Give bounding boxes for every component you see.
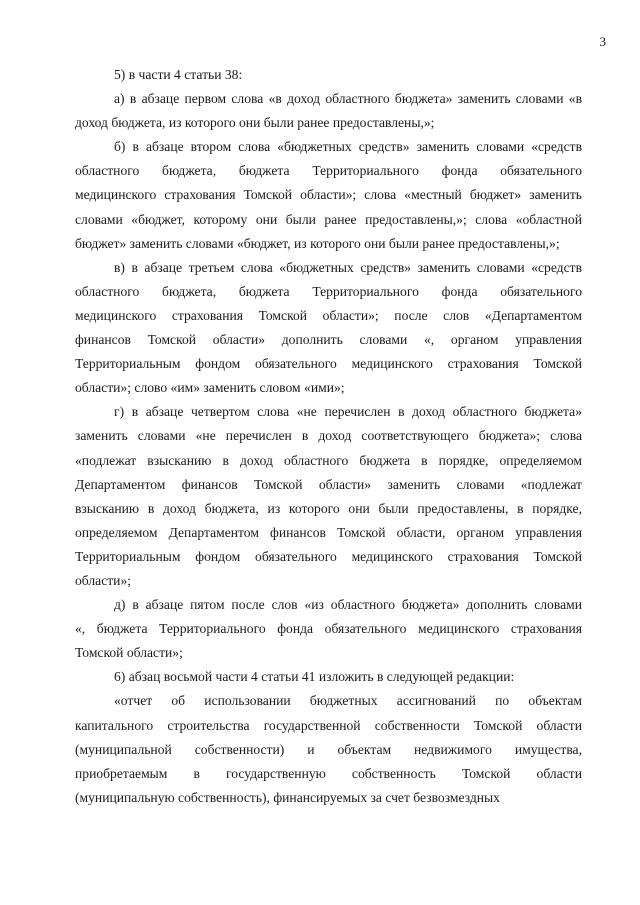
text-line: взысканию в доход бюджета, из которого они были предоставлены, в порядке, <box>75 500 582 516</box>
paragraph <box>75 135 582 255</box>
text-line: областного бюджета, бюджета Территориального фонда обязательного <box>75 163 582 179</box>
text-line: Территориальным фондом обязательного медицинского страхования Томской <box>75 548 582 564</box>
paragraph <box>75 400 582 593</box>
text-line: приобретаемым в государственную собственность Томской области <box>75 765 582 781</box>
document-body <box>75 63 582 810</box>
paragraph <box>75 689 582 809</box>
text-line: (муниципальной собственности) и объектам недвижимого имущества, <box>75 741 582 757</box>
text-line: Томской области»; <box>75 645 183 661</box>
text-line: Территориальным фондом обязательного медицинского страхования Томской <box>75 356 582 372</box>
text-line: словами «бюджет, которому они были ранее предоставлены,»; слова «областной <box>75 211 582 227</box>
text-line: области»; слово «им» заменить словом «ими»; <box>75 380 345 396</box>
text-line: капитального строительства государственной собственности Томской области <box>75 717 582 733</box>
page-number: 3 <box>599 34 606 49</box>
paragraph <box>75 63 582 87</box>
paragraph <box>75 256 582 401</box>
paragraph <box>75 593 582 665</box>
text-line: определяемом Департаментом финансов Томской области, органом управления <box>75 524 582 540</box>
text-line: а) в абзаце первом слова «в доход областного бюджета» заменить словами «в <box>114 91 582 107</box>
text-line: медицинского страхования Томской области»; слова «местный бюджет» заменить <box>75 187 582 203</box>
text-line: Департаментом финансов Томской области» заменить словами «подлежат <box>75 476 582 492</box>
text-line: 6) абзац восьмой части 4 статьи 41 изложить в следующей редакции: <box>114 669 515 685</box>
text-line: г) в абзаце четвертом слова «не перечислен в доход областного бюджета» <box>114 404 582 420</box>
text-line: в) в абзаце третьем слова «бюджетных средств» заменить словами «средств <box>114 259 582 275</box>
text-line: б) в абзаце втором слова «бюджетных средств» заменить словами «средств <box>114 139 582 155</box>
paragraph <box>75 665 582 689</box>
text-line: «подлежат взысканию в доход областного бюджета в порядке, определяемом <box>75 452 582 468</box>
text-line: (муниципальную собственность), финансируемых за счет безвозмездных <box>75 789 500 805</box>
text-line: «отчет об использовании бюджетных ассигнований по объектам <box>114 693 582 709</box>
text-line: доход бюджета, из которого они были ранее предоставлены,»; <box>75 115 435 131</box>
text-line: д) в абзаце пятом после слов «из областного бюджета» дополнить словами <box>114 597 582 613</box>
text-line: заменить словами «не перечислен в доход соответствующего бюджета»; слова <box>75 428 582 444</box>
text-line: финансов Томской области» дополнить словами «, органом управления <box>75 332 582 348</box>
text-line: 5) в части 4 статьи 38: <box>114 67 243 82</box>
text-line: области»; <box>75 572 132 588</box>
text-line: «, бюджета Территориального фонда обязательного медицинского страхования <box>75 621 582 637</box>
paragraph <box>75 87 582 135</box>
text-line: бюджет» заменить словами «бюджет, из которого они были ранее предоставлены,»; <box>75 235 560 251</box>
text-line: областного бюджета, бюджета Территориального фонда обязательного <box>75 283 582 299</box>
text-line: медицинского страхования Томской области»; после слов «Департаментом <box>75 307 582 323</box>
